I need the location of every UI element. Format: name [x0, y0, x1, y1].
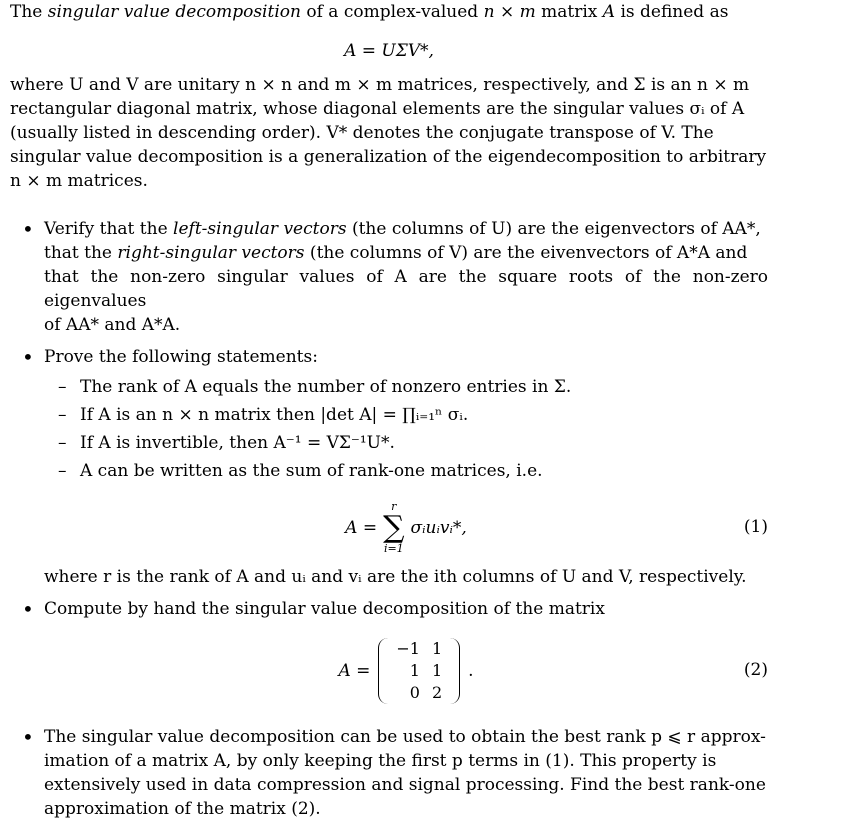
- intro-body-line: (usually listed in descending order). V* denotes the conjugate transpose of V. The: [10, 123, 714, 143]
- matrix-cell: 1: [431, 638, 443, 658]
- matrix-cell: 1: [409, 660, 420, 680]
- equation-1-label: (1): [743, 517, 768, 537]
- statement-determinant: – If A is an n × n matrix then |det A| = ∏ᵢ₌₁ⁿ σᵢ.: [44, 401, 768, 429]
- exercise-item-prove: [10, 345, 768, 589]
- intro-text-2: of a complex-valued: [300, 2, 484, 22]
- matrix-row: [390, 660, 448, 682]
- eq1-lhs: A =: [345, 517, 378, 538]
- statement-list: [44, 373, 768, 485]
- exercise-item-verify: [10, 217, 768, 337]
- exercise-item-approximation: [10, 725, 768, 821]
- item1-text: Verify that the: [44, 219, 174, 239]
- intro-text-3: matrix: [535, 2, 603, 22]
- definition-equation: A = UΣV*,: [344, 41, 434, 61]
- equation-2-label: (2): [743, 660, 768, 680]
- intro-body-line: n × m matrices.: [10, 171, 148, 191]
- item1-text: (the columns of U) are the eigenvectors of AA*,: [346, 219, 761, 239]
- matrix-row: [390, 638, 448, 660]
- matrix-row: [390, 682, 448, 704]
- item1-text: (the columns of V) are the eivenvectors of A*A and: [304, 243, 748, 263]
- matrix-cell: 0: [409, 682, 420, 702]
- sum-lower-limit: i=1: [383, 541, 404, 555]
- item2-after-text: where r is the rank of A and uᵢ and vᵢ are the ith columns of U and V, respectively.: [44, 567, 747, 587]
- eq1-term: σᵢuᵢvᵢ*,: [410, 517, 467, 538]
- statement-inverse: – If A is invertible, then A⁻¹ = VΣ⁻¹U*.: [44, 429, 768, 457]
- matrix-cell: 1: [431, 660, 443, 680]
- statement-rank-one-sum: – A can be written as the sum of rank-one matrices, i.e.: [44, 457, 768, 485]
- document: [10, 0, 768, 821]
- intro-line-1: [10, 0, 768, 24]
- summation-symbol: [383, 501, 404, 555]
- equation-2: [44, 629, 768, 711]
- item2-title: • Prove the following statements:: [44, 347, 318, 367]
- item1-line: [44, 217, 768, 241]
- item1-line: that the non-zero singular values of A are the square roots of the non-zero eigenvalues: [44, 267, 768, 311]
- intro-body-line: rectangular diagonal matrix, whose diagonal elements are the singular values σᵢ of A: [10, 99, 745, 119]
- item1-line: [44, 241, 768, 265]
- exercise-item-compute: [10, 597, 768, 711]
- sum-upper-limit: r: [391, 499, 397, 513]
- matrix-A: [376, 638, 462, 704]
- matrix-cell: 2: [431, 682, 443, 702]
- matrix-entries: [390, 638, 448, 704]
- term-left-singular-vectors: left-singular vectors: [173, 219, 347, 239]
- statement-rank: – The rank of A equals the number of nonzero entries in Σ.: [44, 373, 768, 401]
- intro-paragraph: [10, 73, 768, 193]
- sum-sign: ∑: [383, 509, 405, 545]
- intro-body-line: where U and V are unitary n × n and m × m matrices, respectively, and Σ is an n × m: [10, 75, 750, 95]
- intro-text-4: is defined as: [615, 2, 729, 22]
- intro-matrix-symbol: A: [602, 2, 616, 22]
- item4-line: approximation of the matrix (2).: [44, 799, 321, 819]
- intro-text-1: The: [10, 2, 48, 22]
- item1-line: of AA* and A*A.: [44, 315, 181, 335]
- eq2-period: .: [468, 660, 474, 681]
- eq2-lhs: A =: [338, 660, 371, 681]
- item3-text: • Compute by hand the singular value decomposition of the matrix: [44, 599, 605, 619]
- equation-1: [44, 493, 768, 561]
- item4-line: imation of a matrix A, by only keeping the first p terms in (1). This property is: [44, 751, 717, 771]
- intro-body-line: singular value decomposition is a generalization of the eigendecomposition to arbitrary: [10, 147, 767, 167]
- intro-term-svd: singular value decomposition: [47, 2, 301, 22]
- item4-line: extensively used in data compression and signal processing. Find the best rank-one: [44, 775, 766, 795]
- item1-text: that the: [44, 243, 118, 263]
- term-right-singular-vectors: right-singular vectors: [117, 243, 305, 263]
- exercise-list: [10, 217, 768, 821]
- matrix-cell: −1: [396, 638, 420, 658]
- item4-line: • The singular value decomposition can be used to obtain the best rank p ⩽ r approx-: [44, 727, 766, 747]
- intro-dim: n × m: [483, 2, 536, 22]
